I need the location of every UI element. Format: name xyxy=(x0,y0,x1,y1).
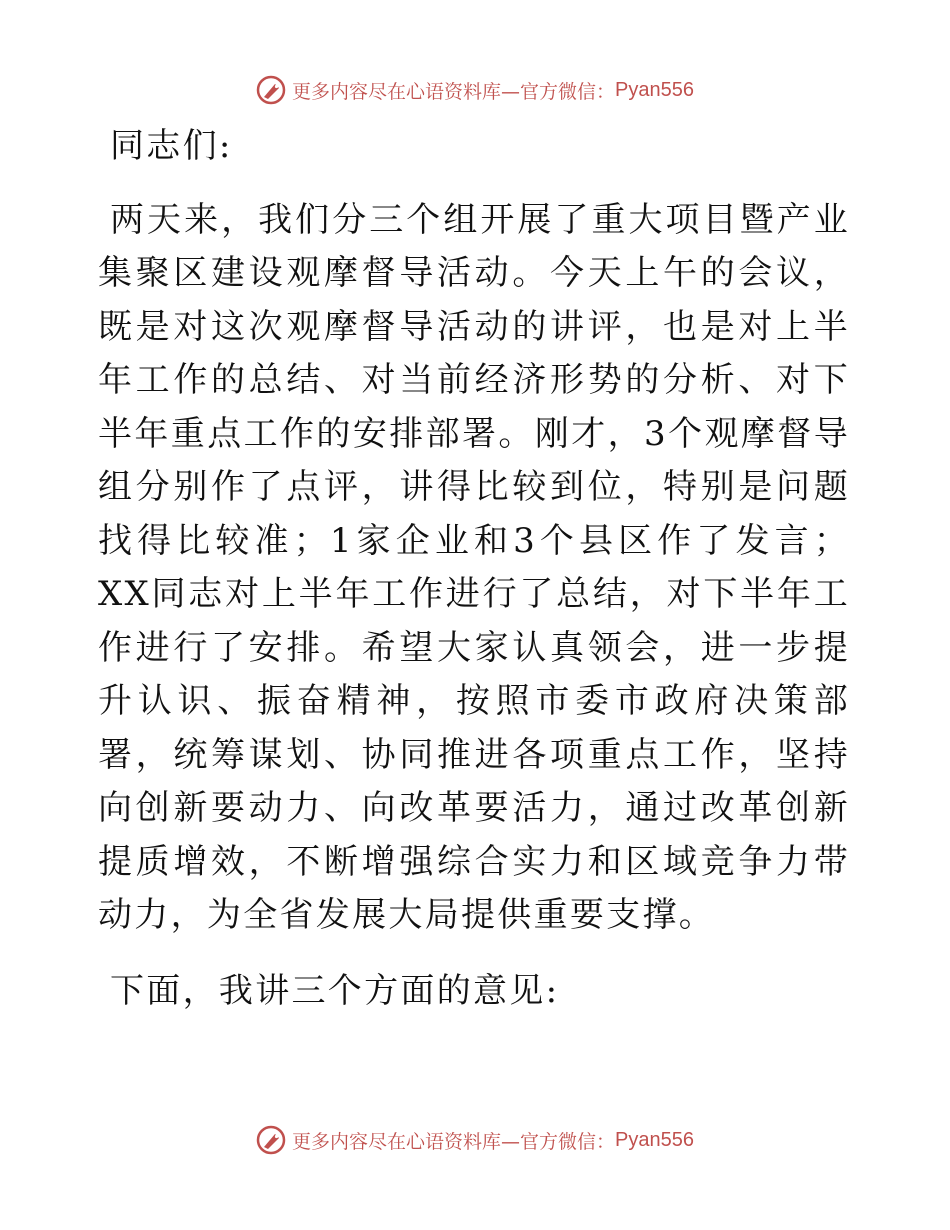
footer-watermark-banner xyxy=(0,1120,950,1160)
body-paragraph-1: 两天来，我们分三个组开展了重大项目暨产业集聚区建设观摩督导活动。今天上午的会议，既是对这次观摩督导活动的讲评，也是对上半年工作的总结、对当前经济形势的分析、对下半年重点工作的安排部署。刚才，3个观摩督导组分别作了点评，讲得比较到位，特别是问题找得比较准；1家企业和3个县区作了发言；XX同志对上半年工作进行了总结，对下半年工作进行了安排。希望大家认真领会，进一步提升认识、振奋精神，按照市委市政府决策部署，统筹谋划、协同推进各项重点工作，坚持向创新要动力、向改革要活力，通过改革创新提质增效，不断增强综合实力和区域竞争力带动力，为全省发展大局提供重要支撑。 xyxy=(98,199,850,935)
pen-nib-logo-icon xyxy=(256,1125,286,1155)
footer-wechat-id: Pyan556 xyxy=(615,1128,694,1151)
salutation: 同志们: xyxy=(110,126,233,166)
body-paragraph-2: 下面，我讲三个方面的意见: xyxy=(110,970,560,1011)
pen-nib-logo-icon xyxy=(256,75,286,105)
header-wechat-id: Pyan556 xyxy=(615,78,694,101)
header-watermark-banner xyxy=(0,70,950,110)
document-body xyxy=(98,120,850,1018)
footer-banner-text: 更多内容尽在心语资料库—官方微信： xyxy=(292,1130,616,1153)
header-banner-text: 更多内容尽在心语资料库—官方微信： xyxy=(292,80,616,103)
